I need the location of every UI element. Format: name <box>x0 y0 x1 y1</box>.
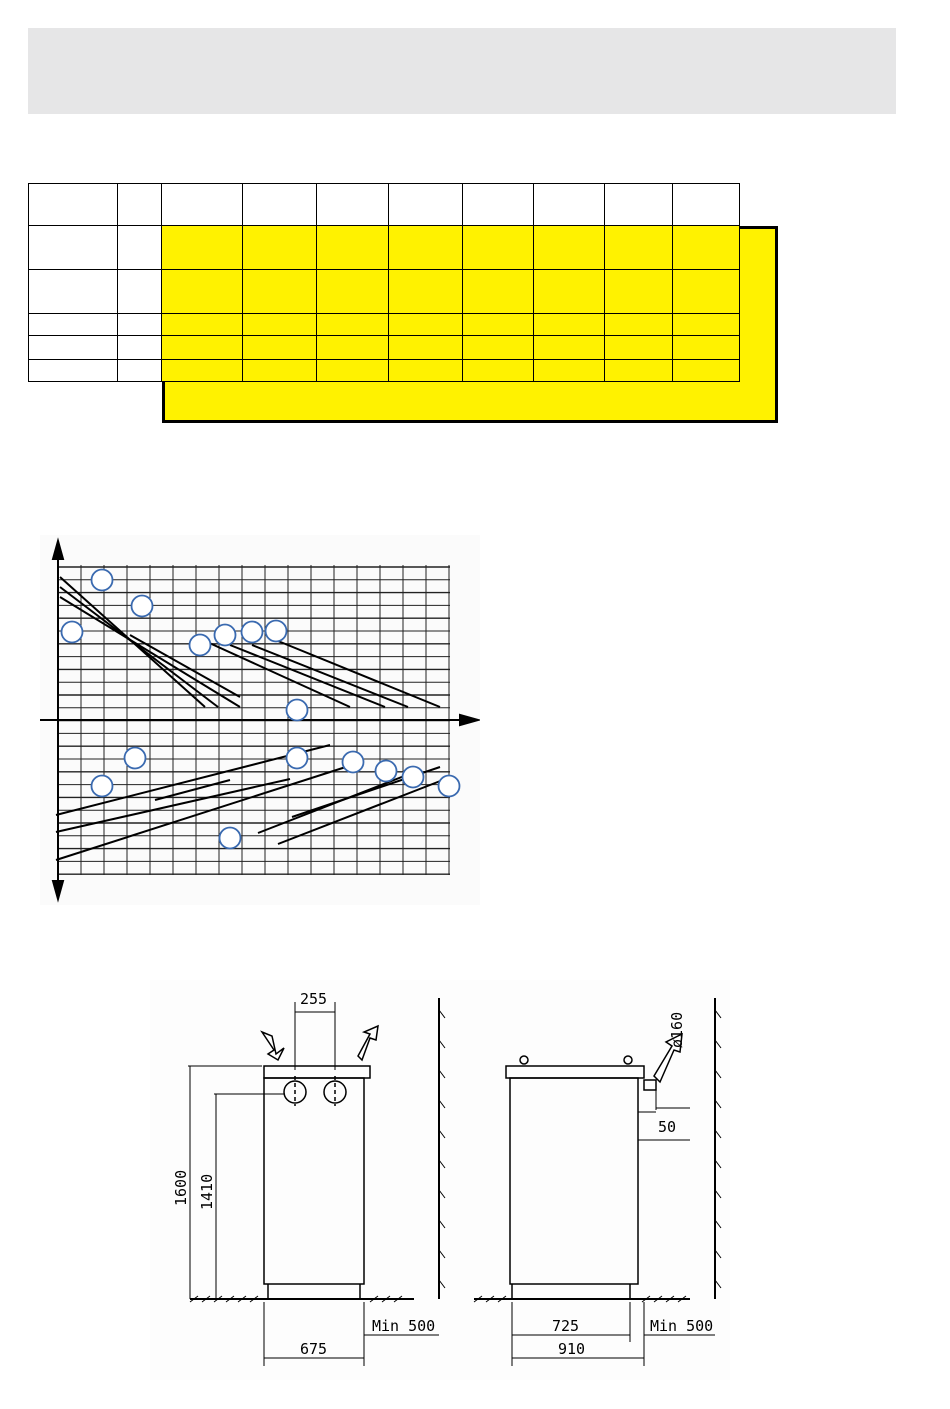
spec-table-cell <box>162 336 243 360</box>
dim-inner-depth: 725 <box>552 1317 580 1335</box>
spec-table-cell <box>162 314 243 336</box>
spec-table-cell <box>29 270 118 314</box>
spec-table-row <box>29 226 740 270</box>
dim-flue-spacing: 255 <box>300 990 328 1008</box>
spec-table-cell <box>162 184 243 226</box>
dim-flue-height: 1410 <box>198 1173 216 1210</box>
spec-table-cell <box>29 226 118 270</box>
spec-table-cell <box>118 226 162 270</box>
spec-table-cell <box>243 270 317 314</box>
spec-table-cell <box>389 226 463 270</box>
spec-table-cell <box>463 184 534 226</box>
spec-table-cell <box>317 226 389 270</box>
curve-marker <box>403 767 424 788</box>
curve-marker <box>343 752 364 773</box>
curve-marker <box>215 625 236 646</box>
spec-table-cell <box>605 270 673 314</box>
curve-marker <box>287 748 308 769</box>
spec-table-cell <box>118 270 162 314</box>
spec-table-cell <box>463 226 534 270</box>
spec-table-cell <box>317 360 389 382</box>
curve-marker <box>220 828 241 849</box>
curve-marker <box>439 776 460 797</box>
spec-table-row <box>29 336 740 360</box>
spec-table-cell <box>317 314 389 336</box>
spec-table-cell <box>243 184 317 226</box>
dim-front-width: 675 <box>300 1340 328 1358</box>
dimension-drawing <box>150 980 730 1380</box>
dim-flue-diameter: ø160 <box>668 1011 686 1048</box>
curve-marker <box>92 570 113 591</box>
spec-table-cell <box>605 360 673 382</box>
spec-table-cell <box>463 336 534 360</box>
spec-table-cell <box>534 336 605 360</box>
curve-marker <box>62 622 83 643</box>
performance-graph <box>40 535 480 905</box>
spec-table-cell <box>389 184 463 226</box>
spec-table-row <box>29 314 740 336</box>
spec-table-cell <box>463 360 534 382</box>
spec-table-cell <box>389 270 463 314</box>
spec-table-cell <box>534 314 605 336</box>
spec-table-cell <box>118 360 162 382</box>
spec-table-cell <box>605 184 673 226</box>
curve-marker <box>125 748 146 769</box>
spec-table-cell <box>534 360 605 382</box>
spec-table-cell <box>389 336 463 360</box>
spec-table-cell <box>605 336 673 360</box>
spec-table-cell <box>29 184 118 226</box>
spec-table-cell <box>317 270 389 314</box>
spec-table-cell <box>243 226 317 270</box>
spec-table-cell <box>673 226 740 270</box>
header-band <box>28 28 896 114</box>
spec-table-cell <box>534 184 605 226</box>
curve-marker <box>266 621 287 642</box>
spec-table-cell <box>162 360 243 382</box>
curve-marker <box>376 761 397 782</box>
spec-table-cell <box>118 314 162 336</box>
curve-marker <box>132 596 153 617</box>
spec-table-row <box>29 360 740 382</box>
spec-table-cell <box>534 226 605 270</box>
spec-table-cell <box>162 270 243 314</box>
spec-table-cell <box>118 336 162 360</box>
spec-table-cell <box>243 360 317 382</box>
spec-table-cell <box>162 226 243 270</box>
curve-marker <box>92 776 113 797</box>
spec-table-cell <box>389 314 463 336</box>
curve-marker <box>242 622 263 643</box>
spec-table-cell <box>463 314 534 336</box>
spec-table-cell <box>243 336 317 360</box>
curve-marker <box>287 700 308 721</box>
spec-table-cell <box>673 360 740 382</box>
spec-table-cell <box>389 360 463 382</box>
spec-table-cell <box>317 336 389 360</box>
spec-table-cell <box>118 184 162 226</box>
spec-table-cell <box>29 314 118 336</box>
spec-table-cell <box>317 184 389 226</box>
spec-table-cell <box>534 270 605 314</box>
spec-table-cell <box>673 184 740 226</box>
dim-total-height: 1600 <box>172 1169 190 1206</box>
dim-front-wall-clearance: Min 500 <box>372 1317 436 1335</box>
dim-flue-offset: 50 <box>658 1118 677 1136</box>
spec-table-cell <box>605 314 673 336</box>
spec-table-row <box>29 270 740 314</box>
spec-table-cell <box>243 314 317 336</box>
spec-table-cell <box>29 360 118 382</box>
spec-table <box>28 183 740 382</box>
spec-table-cell <box>673 336 740 360</box>
spec-table-cell <box>463 270 534 314</box>
spec-table-cell <box>673 314 740 336</box>
dim-total-depth: 910 <box>558 1340 586 1358</box>
spec-table-cell <box>29 336 118 360</box>
dim-side-wall-clearance: Min 500 <box>650 1317 714 1335</box>
curve-marker <box>190 635 211 656</box>
spec-table-cell <box>673 270 740 314</box>
spec-table-cell <box>605 226 673 270</box>
spec-table-row <box>29 184 740 226</box>
